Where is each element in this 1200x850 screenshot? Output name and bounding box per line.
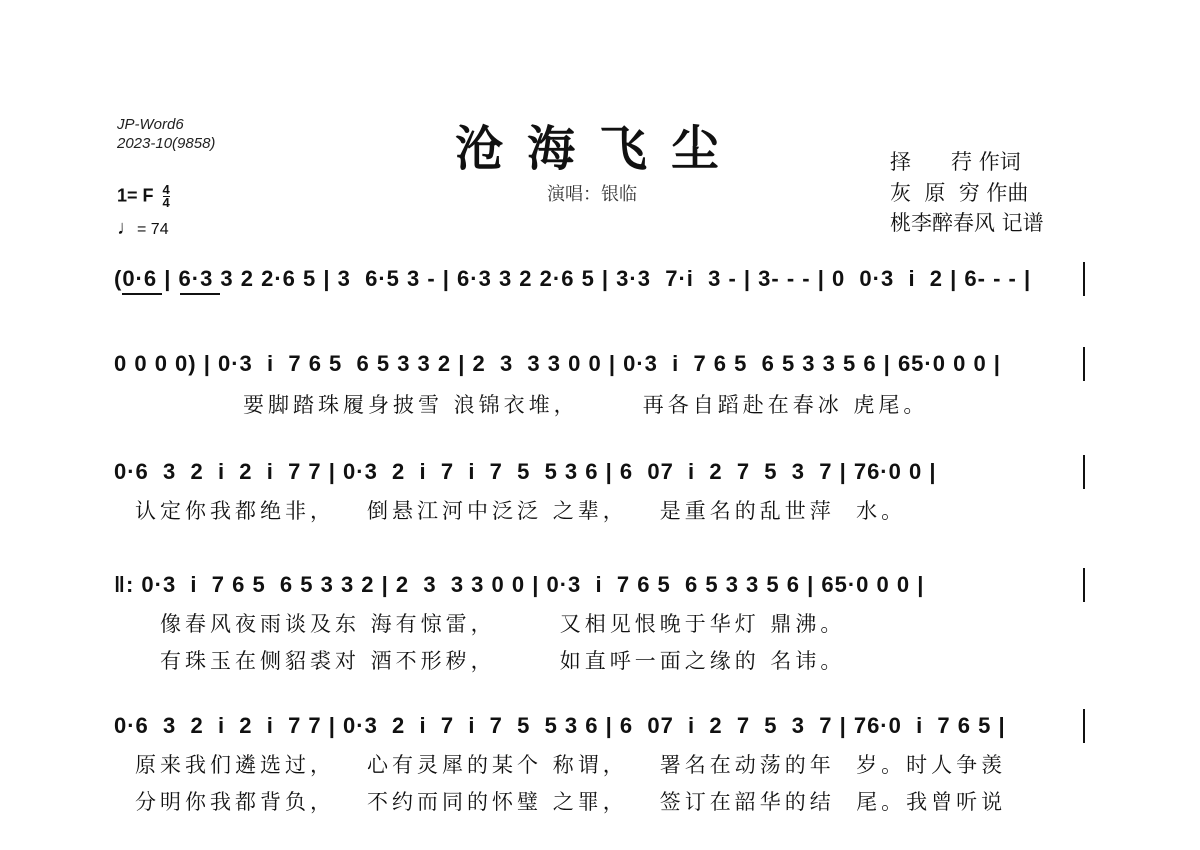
score-system-3: 0·6 3 2 i 2 i 7 7 | 0·3 2 i 7 i 7 5 5 3 6 | 6 07 i 2 7 5 3 7 | 76·0 0 | [114, 459, 937, 484]
time-top: 4 [162, 182, 170, 197]
lyric-line: 有珠玉在侧貂裘对 酒不形秽， 如直呼一面之缘的 名讳。 [160, 649, 846, 673]
composer-credit: 灰 原 穷 作曲 [890, 181, 1029, 205]
final-barline [1083, 262, 1085, 296]
lyric-line: 原来我们遴选过， 心有灵犀的某个 称谓， 署名在动荡的年 岁。时人争羡 [135, 753, 1007, 777]
quarter-note-icon: ♩ [117, 217, 137, 239]
lyricist-credit: 择 荇 作词 [890, 150, 1021, 174]
key-label: 1= F [117, 185, 154, 206]
score-system-5: 0·6 3 2 i 2 i 7 7 | 0·3 2 i 7 i 7 5 5 3 6 | 6 07 i 2 7 5 3 7 | 76·0 i 7 6 5 | [114, 713, 1006, 738]
lyric-line: 要脚踏珠履身披雪 浪锦衣堆， 再各自蹈赴在春冰 虎尾。 [243, 393, 929, 417]
software-version: 2023-10(9858) [117, 135, 216, 152]
lyric-line: 认定你我都绝非， 倒悬江河中泛泛 之辈， 是重名的乱世萍 水。 [135, 499, 907, 523]
underline-beam [122, 293, 162, 295]
software-name: JP-Word6 [117, 116, 184, 133]
lyric-line: 像春风夜雨谈及东 海有惊雷， 又相见恨晚于华灯 鼎沸。 [160, 612, 846, 636]
lyric-line: 分明你我都背负， 不约而同的怀璧 之罪， 签订在韶华的结 尾。我曾听说 [135, 790, 1007, 814]
page-title: 沧海飞尘 [455, 121, 744, 177]
score-system-4: ‖: 0·3 i 7 6 5 6 5 3 3 2 | 2 3 3 3 0 0 | 0·3 i 7 6 5 6 5 3 3 5 6 | 65·0 0 0 | [114, 572, 925, 597]
final-barline [1083, 568, 1085, 602]
singer-credit: 演唱：银临 [547, 184, 637, 205]
time-bottom: 4 [162, 195, 170, 210]
underline-beam [180, 293, 220, 295]
tempo-value: = 74 [137, 221, 169, 238]
tempo-marking [117, 217, 169, 240]
score-system-2: 0 0 0 0) | 0·3 i 7 6 5 6 5 3 3 2 | 2 3 3 3 0 0 | 0·3 i 7 6 5 6 5 3 3 5 6 | 65·0 0 0 | [114, 351, 1001, 376]
credits-block [890, 146, 1044, 238]
score-system-1: (0·6 | 6·3 3 2 2·6 5 | 3 6·5 3 - | 6·3 3 2 2·6 5 | 3·3 7·i 3 - | 3- - - | 0 0·3 i 2 | 6- - - | [114, 266, 1032, 291]
final-barline [1083, 709, 1085, 743]
final-barline [1083, 347, 1085, 381]
final-barline [1083, 455, 1085, 489]
time-signature [163, 184, 170, 209]
key-signature [117, 184, 170, 209]
transcriber-credit: 桃李醉春风 记谱 [890, 211, 1044, 235]
